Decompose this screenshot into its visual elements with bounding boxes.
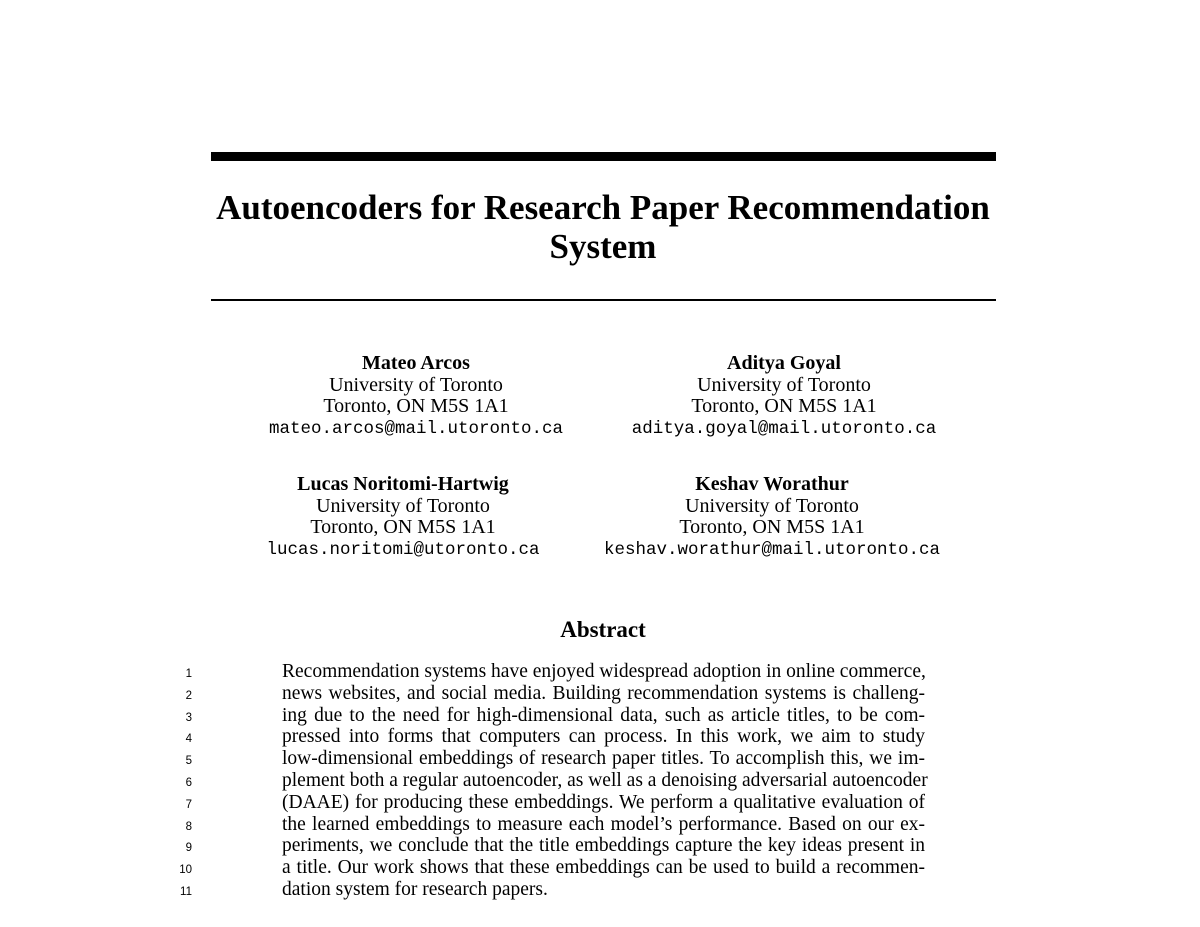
line-number: 3 <box>185 711 192 724</box>
author-block <box>213 474 593 561</box>
abstract-line: periments, we conclude that the title embeddings capture the key ideas present in <box>282 835 925 857</box>
author-address: Toronto, ON M5S 1A1 <box>679 516 865 538</box>
paper-title: Autoencoders for Research Paper Recommendation System <box>216 188 990 266</box>
author-affiliation: University of Toronto <box>316 494 490 517</box>
abstract-line: news websites, and social media. Building recommendation systems is challeng- <box>282 682 925 704</box>
author-block <box>582 474 962 561</box>
line-number: 9 <box>185 842 192 855</box>
abstract-line: plement both a regular autoencoder, as well as a denoising adversarial autoencoder <box>282 769 928 791</box>
author-address: Toronto, ON M5S 1A1 <box>310 516 496 538</box>
author-name: Keshav Worathur <box>695 473 849 495</box>
author-block <box>594 353 974 440</box>
author-email: mateo.arcos@mail.utoronto.ca <box>268 418 564 439</box>
line-number: 8 <box>185 820 192 833</box>
abstract-line: the learned embeddings to measure each model’s performance. Based on our ex- <box>282 813 925 835</box>
abstract-line: ing due to the need for high-dimensional data, such as article titles, to be com- <box>282 704 925 726</box>
author-email: keshav.worathur@mail.utoronto.ca <box>603 539 941 560</box>
line-number: 1 <box>185 668 192 680</box>
author-email: aditya.goyal@mail.utoronto.ca <box>631 418 937 439</box>
author-affiliation: University of Toronto <box>685 494 859 517</box>
abstract-line: (DAAE) for producing these embeddings. We perform a qualitative evaluation of <box>282 791 925 813</box>
line-numbers <box>160 661 192 901</box>
author-block <box>226 353 606 440</box>
abstract-body <box>282 661 928 901</box>
author-affiliation: University of Toronto <box>697 373 871 396</box>
abstract-line: a title. Our work shows that these embeddings can be used to build a recommen- <box>282 857 925 879</box>
line-number: 4 <box>185 733 192 746</box>
author-name: Aditya Goyal <box>727 352 841 374</box>
abstract-line: Recommendation systems have enjoyed widespread adoption in online commerce, <box>282 661 926 682</box>
title-bottom-rule <box>211 299 996 301</box>
abstract-line: dation system for research papers. <box>282 878 548 900</box>
line-number: 6 <box>185 776 192 789</box>
abstract-heading: Abstract <box>560 617 646 642</box>
author-name: Mateo Arcos <box>362 352 470 374</box>
author-address: Toronto, ON M5S 1A1 <box>323 395 509 417</box>
abstract-line: low-dimensional embeddings of research paper titles. To accomplish this, we im- <box>282 748 925 770</box>
line-number: 11 <box>180 885 192 898</box>
author-name: Lucas Noritomi-Hartwig <box>297 473 509 495</box>
line-number: 10 <box>179 864 192 877</box>
author-affiliation: University of Toronto <box>329 373 503 396</box>
author-email: lucas.noritomi@utoronto.ca <box>266 539 540 560</box>
abstract-line: pressed into forms that computers can process. In this work, we aim to study <box>282 726 925 748</box>
line-number: 5 <box>185 755 192 768</box>
line-number: 2 <box>185 689 192 702</box>
line-number: 7 <box>185 798 192 811</box>
title-top-rule <box>211 152 996 161</box>
author-address: Toronto, ON M5S 1A1 <box>691 395 877 417</box>
